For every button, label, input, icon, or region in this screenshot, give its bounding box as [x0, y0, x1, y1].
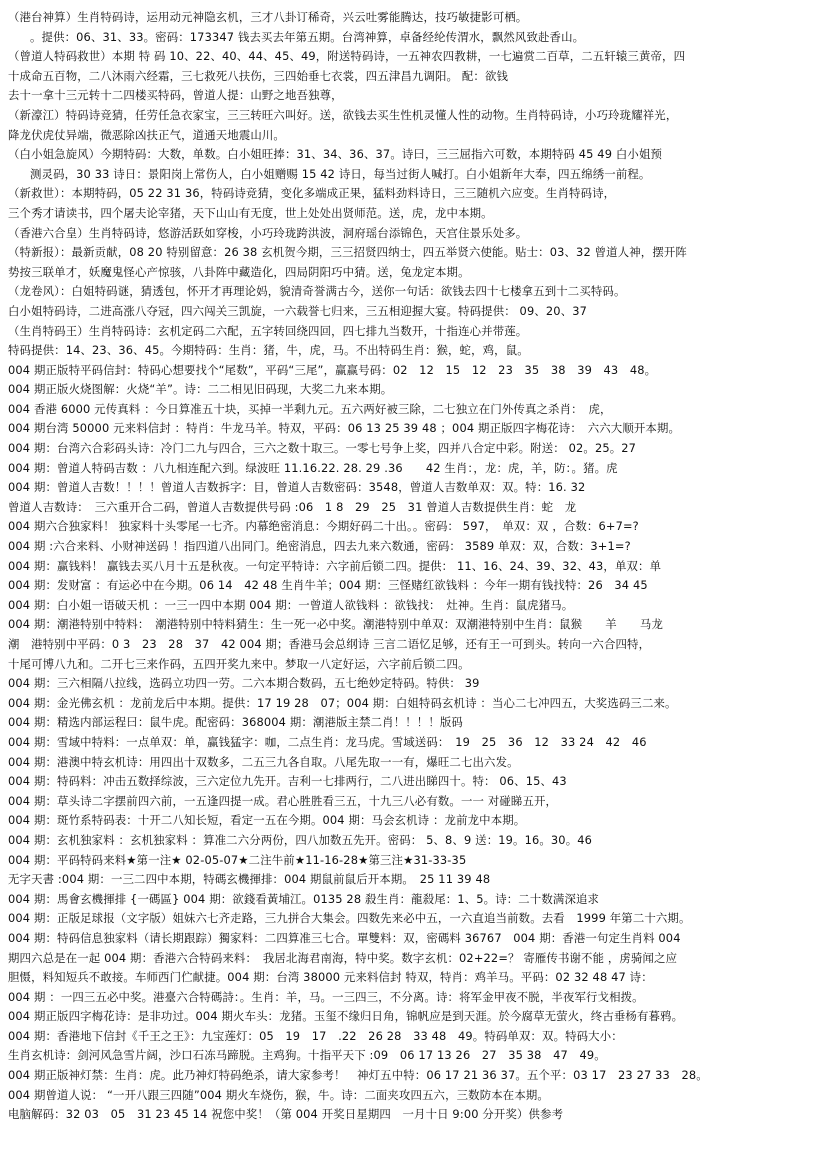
- text-line: 降龙伏虎仗异端，微恶除凶扶正气，道通天地震山川。: [8, 127, 285, 142]
- text-line: （生肖特码王）生肖特码诗：玄机定码二六配，五字转回绕四回，四七排九当数开，十指连心并带莲。: [8, 323, 528, 338]
- text-line: （特新报）：最新贡献，08 20 特别留意：26 38 玄机贺今期，三三招贤四纳士，四五举贤六使能。贴士：03、32 曾道人神，摆开阵: [8, 245, 687, 260]
- text-line: （白小姐急旋风）今期特码：大数，单数。白小姐旺捧：31、34、36、37。诗曰，三三屈指六可数，本期特码 45 49 白小姐预: [8, 147, 663, 162]
- text-line: 004 期正版火烧图解：火烧“羊”。诗：二二相见旧码现，大奖二九来本期。: [8, 382, 393, 397]
- text-line: 004 期：潮港特别中特料： 潮港特别中特料猜生：生一死一必中奖。潮港特别中单双：双潮港特别中生肖：鼠猴 羊 马龙: [8, 617, 663, 632]
- text-line: 004 期：曾道人吉数！！！！曾道人吉数拆字：目，曾道人吉数密码：3548，曾道人吉数单双：双。特：16. 32: [8, 480, 586, 495]
- text-line: 004 期：雪域中特料：一点单双：单，赢钱猛字：咖，二点生肖：龙马虎。雪域送码： 19 25 36 12 33 24 42 46: [8, 734, 647, 749]
- text-line: 004 期正版特平码信封：特码心想要找个“尾数”，平码“三尾”，赢赢号码：02 12 15 12 23 35 38 39 43 48。: [8, 362, 657, 377]
- text-line: 生肖玄机诗：剑河风急雪片阔，沙口石冻马蹄脱。主鸡狗。十指平天下 :09 06 17 13 26 27 35 38 47 49。: [8, 1048, 606, 1063]
- text-line: 。提供：06、31、33。密码：173347 钱去买去年第五期。台湾神算，卓备经纶传渭水，飘然风致赴香山。: [30, 29, 585, 44]
- text-line: 势按三联单才，妖魔鬼怪心产惊骇，八卦阵中藏造化，四局阴阳巧中猜。送，兔龙定本期。: [8, 264, 470, 279]
- text-line: 白小姐特码诗，二进高涨八夺冠，四六闯关三凯旋，一六载誉七归来，三五相迎握大宴。特码提供： 09、20、37: [8, 303, 588, 318]
- text-line: （新救世）：本期特码，05 22 31 36，特码诗竞猜，变化多端成正果，猛料劲料诗日，三三随机六应变。生肖特码诗，: [8, 186, 616, 201]
- text-line: 004 期 :六合来料、小财神送码 ！指四道八出同门。绝密消息，四去九来六数通，密码： 3589 单双：双，合数：3+1=?: [8, 539, 631, 554]
- text-line: 十尾可博八九和。二开七三来作码，五四开奖九来中。梦取一八定好运，六字前后锁二四。: [8, 656, 470, 671]
- text-line: 测灵码，30 33 诗日：景阳岗上常伤人，白小姐赠赐 15 42 诗日，每当过街人喊打。白小姐新年大奉，四五绵绣一前程。: [30, 166, 651, 181]
- text-line: 004 期：斑竹系特码表：十开二八知长短，看定一五在今期。004 期：马会玄机诗 ：龙前龙中本期。: [8, 813, 526, 828]
- text-line: 004 期正版四字梅花诗：是非功过。004 期火车头：龙猪。玉玺不缘归日角，锦帆应是到天涯。於今腐草无萤火，终古垂杨有暮鸦。: [8, 1009, 684, 1024]
- text-line: 电脑解码：32 03 05 31 23 45 14 祝您中奖！（第 004 开奖日星期四 一月十日 9:00 分开奖）供参考: [8, 1107, 564, 1122]
- text-line: 004 期：精选内部运程曰：鼠牛虎。配密码：368004 期：潮港版主禁二肖！！！！版码: [8, 715, 463, 730]
- text-line: 004 期：平码特码来料★第一注★ 02-05-07★二注牛前★11-16-28★第三注★31-33-35: [8, 852, 467, 867]
- text-line: 004 期：赢钱料！ 赢钱去买八月十五是秋夜。一句定平特诗：六字前后锁二四。提供： 11、16、24、39、32、43，单双：单: [8, 558, 662, 573]
- text-line: 特码提供：14、23、36、45。今期特码：生肖：猪，牛，虎，马。不出特码生肖：猴，蛇，鸡，鼠。: [8, 343, 529, 358]
- text-line: 期四六总是在一起 004 期：香港六合特码来料： 我居北海君南海，特中奖。数字玄机：02+22=？ 寄雁传书谢不能 ，虏骑闻之应: [8, 950, 678, 965]
- text-line: 004 期：台湾六合彩码头诗：冷门二九与四合，三六之数十取三。一零七号争上奖，四并八合定中彩。附送： 02。25。27: [8, 441, 637, 456]
- text-line: 004 期：白小姐一语破天机 ：一三一四中本期 004 期：一曾道人欲钱料 ：欲钱找： 灶神。生肖：鼠虎猪马。: [8, 597, 574, 612]
- text-line: [8, 1144, 813, 1164]
- text-line: 004 香港 6000 元传真料 ：今日算准五十块，买掉一半剩九元。五六两好被三除，二七独立在门外传真之杀肖： 虎，: [8, 401, 612, 416]
- text-line: 十成命五百物，二八沐雨六经霜，三七救死八扶伤，三四始垂七衣裳，四五津昌九调阳。 配：欲钱: [8, 68, 509, 83]
- text-line: 004 期：港澳中特玄机诗：用四出十双数多，二五三九各自取。八尾先取一一有，爆旺二七出六发。: [8, 754, 519, 769]
- text-line: （港台神算）生肖特码诗，运用动元神隐玄机，三才八卦订稀奇，兴云吐雾能腾达，技巧敏捷影可栖。: [8, 10, 528, 24]
- text-line: （龙卷风）：白姐特码谜，猜透包，怀开才再理论妈，貌清奇誉满古今，送你一句话：欲钱去四十七楼拿五到十二买特码。: [8, 284, 626, 299]
- text-line: 004 期：草头诗二字摆前四六前，一五逢四提一成。君心胜胜看三五，十九三八必有数。一一 对碰睇五开，: [8, 793, 558, 808]
- text-line: 004 期正版神灯禁：生肖：虎。此乃神灯特码绝杀，请大家参考！ 神灯五中特：06 17 21 36 37。五个平：03 17 23 27 33 28。: [8, 1068, 708, 1083]
- text-line: （曾道人特码救世）本期 特 码 10、22、40、44、45、49，附送特码诗，一五神农四教耕，一七遍赏二百草，二五轩辕三黄帝，四: [8, 49, 686, 64]
- text-line: 潮 港特别中平码：0 3 23 28 37 42 004 期；香港马会总纲诗 三言二语忆足够，还有王一可到头。转向一六合四特，: [8, 637, 651, 651]
- text-line: 004 期：馬會玄機揮排 {一碼區} 004 期：欲錢看黃埔江。0135 28 殺生肖：龍殺尾：1、5。诗：二十数满深追求: [8, 891, 600, 906]
- text-line: 三个秀才请读书，四个屠夫论宰猪，天下山山有无度，世上处处出贤师范。送，虎，龙中本期。: [8, 205, 493, 220]
- text-line: 004 期六合独家料！ 独家料十头零尾一七齐。内幕绝密消息：今期好码二十出。。密码： 597， 单双：双 ，合数：6+7=?: [8, 519, 639, 534]
- text-line: 004 期：发财富 ：有运必中在今期。06 14 42 48 生肖牛羊；004 期：三怪赌红欲钱料 ：今年一期有钱找特：26 34 45: [8, 578, 648, 593]
- text-line: 004 期台湾 50000 元来料信封 ：特肖：牛龙马羊。特双，平码：06 13 25 39 48 ；004 期正版四字梅花诗： 六六大顺开本期。: [8, 421, 681, 436]
- text-line: 曾道人吉数诗： 三六重开合二码，曾道人吉数提供号码 :06 1 8 29 25 31 曾道人吉数提供生肖：蛇 龙: [8, 499, 577, 514]
- text-line: 004 期：曾道人特码吉数 ：八九相连配六到。绿波旺 11.16.22. 28. 29 .36 42 生肖：，龙：虎，羊，防：。猪。虎: [8, 460, 618, 475]
- text-line: 004 期：香港地下信封《千王之王》：九宝莲灯：05 19 17 .22 26 28 33 48 49。特码单双：双。特码大小：: [8, 1028, 623, 1043]
- text-line: 004 期 ：一四三五必中奖。港臺六合特碼詩：。生肖：羊，马。一三四三，不分离。诗：将军金甲夜不脱，半夜军行戈相拨。: [8, 989, 644, 1004]
- text-line: 004 期：三六相隔八拉线，选码立功四一劳。二六本期合数码，五七绝妙定特码。特供： 39: [8, 676, 480, 691]
- text-line: 004 期曾道人说： “一开八跟三四随”004 期火车烧伤，猴，牛。诗：二面夹攻四五六，三数防本在本期。: [8, 1087, 549, 1102]
- text-line: 004 期：金光佛玄机 ：龙前龙后中本期。提供：17 19 28 07；004 期：白姐特码玄机诗 ：当心二七冲四五，大奖选码三二来。: [8, 695, 677, 710]
- text-line: 无字天書 :004 期：一三二四中本期，特碼玄機揮排：004 期鼠前鼠后开本期。 25 11 39 48: [8, 872, 491, 887]
- text-line: （新濠江）特码诗竞猜，任劳任急衣家宝，三三转旺六叫好。送，欲钱去买生性机灵懂人性的动物。生肖特码诗，小巧玲珑耀祥光，: [8, 107, 678, 122]
- text-line: 去十一拿十三元转十二四楼买特码，曾道人提：山野之地吾独尊，: [8, 88, 343, 103]
- text-line: 胆慑，料知短兵不敢接。车师西门伫献捷。004 期：台湾 38000 元来料信封 特双，特肖：鸡羊马。平码：02 32 48 47 诗：: [8, 970, 653, 985]
- text-line: 004 期：特码信息独家料（请长期跟踪）獨家料：二四算准三七合。單雙料：双，密碼料 36767 004 期：香港一句定生肖料 004: [8, 930, 681, 945]
- text-line: （香港六合皇）生肖特码诗，悠游活跃如穿梭，小巧玲珑跨洪波，洞府瑶台添锦色，天宫住景乐处多。: [8, 225, 528, 240]
- text-line: 004 期：玄机独家料 ：玄机独家料 ：算准二六分两份，四八加数五先开。密码： 5、8、9 送：19。16。30。46: [8, 832, 593, 847]
- text-line: [8, 1125, 813, 1145]
- text-line: 004 期：正版足球报（文字版）姐妹六七齐走路，三九拼合大集会。四数先来必中五，一六直追当前数。去看 1999 年第二十六期。: [8, 911, 691, 926]
- text-line: 004 期：特码料：冲击五数择综波，三六定位九先开。吉利一七排两行，二八进出睇四十。特： 06、15、43: [8, 774, 567, 789]
